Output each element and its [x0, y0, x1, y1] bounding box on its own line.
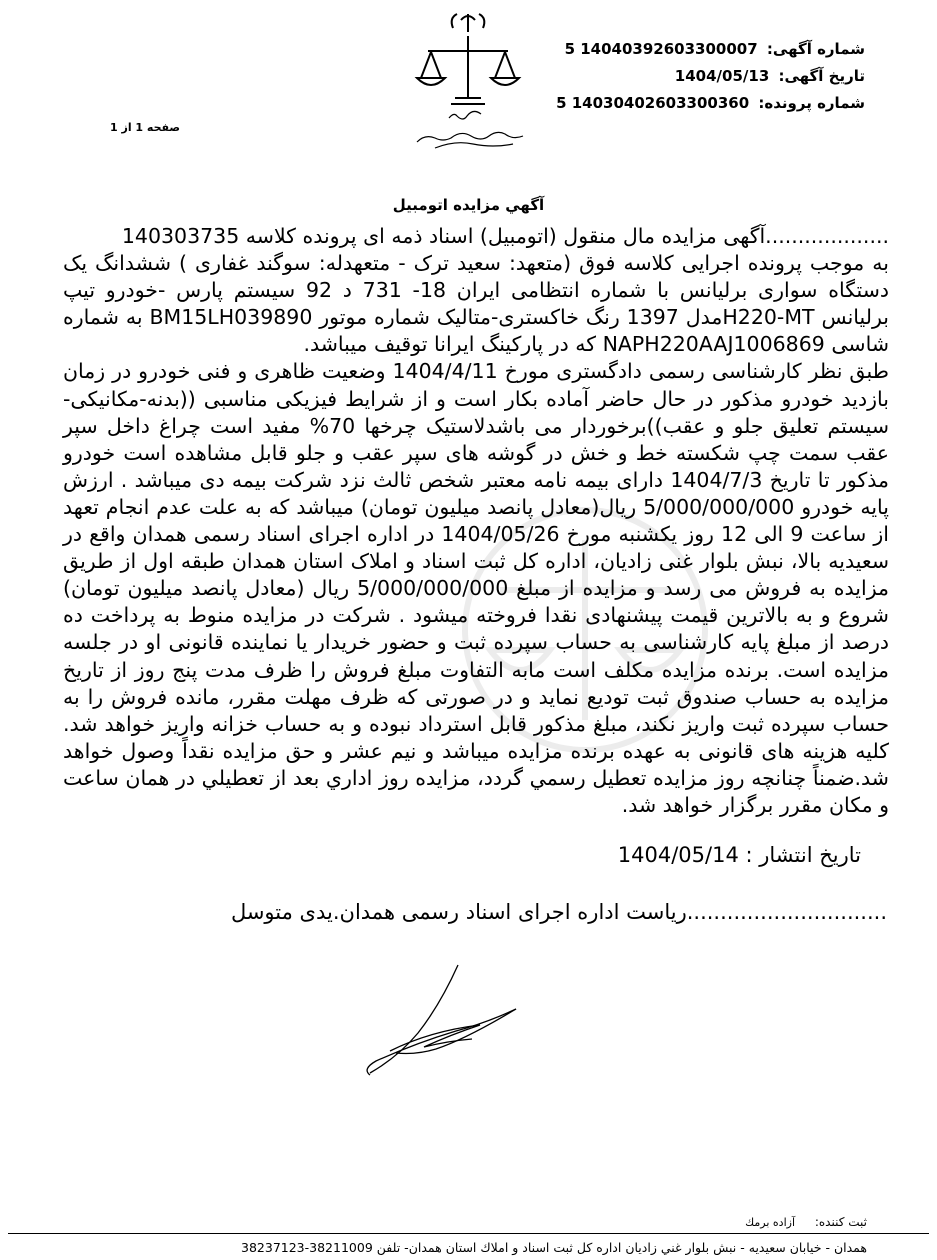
- notice-body: [63, 223, 889, 819]
- notice-date-row: [535, 63, 865, 90]
- body-paragraph-subject: به موجب پرونده اجرایی کلاسه فوق (متعهد: سعید ترک - متعهدله: سوگند غفاری ) ششدانگ یک دستگاه سواری برلیانس با شماره انتظامی ایران 18- 731 د 92 سیستم پارس -خودرو تیپ برلیانس H220-MTمدل 1397 رنگ خاکستری-متالیک شماره موتور BM15LH039890 به شماره شاسی NAPH220AAJ1006869 که در پارکینگ ایرانا توقیف میباشد.: [63, 251, 890, 357]
- footer-address: همدان - خيابان سعيديه - نبش بلوار غني زاديان اداره كل ثبت اسناد و املاك استان همدان- تلفن 38211009-38237123: [241, 1240, 867, 1255]
- registrar-name: آزاده برمك: [745, 1216, 796, 1229]
- notice-number-label: شماره آگهی:: [766, 40, 865, 58]
- header-meta: [535, 36, 865, 117]
- notice-number: 14040392603300007 5: [564, 40, 758, 58]
- file-number: 14030402603300360 5: [556, 94, 750, 112]
- publication-date-label: تاریخ انتشار :: [745, 843, 861, 867]
- publication-date-row: [618, 843, 861, 867]
- registrar-label: ثبت کننده:: [814, 1215, 867, 1229]
- notice-number-row: [535, 36, 865, 63]
- handwritten-signature: [330, 955, 560, 1085]
- file-number-row: [535, 90, 865, 117]
- registrar-row: [745, 1215, 867, 1229]
- footer-divider: [8, 1233, 929, 1234]
- publication-date: 1404/05/14: [617, 843, 739, 867]
- body-paragraph-heading: ...................آگهی مزایده مال منقول (اتومبیل) اسناد ذمه ای پرونده کلاسه 140303735: [121, 224, 889, 248]
- signer-title: ..............................ریاست اداره اجرای اسناد رسمی همدان.یدی متوسل: [230, 900, 887, 924]
- judiciary-emblem-logo: [393, 6, 543, 156]
- notice-date: 1404/05/13: [674, 67, 770, 85]
- document-title: آگهي مزايده اتومبيل: [392, 196, 545, 214]
- notice-date-label: تاریخ آگهی:: [778, 67, 865, 85]
- file-number-label: شماره پرونده:: [758, 94, 865, 112]
- page-indicator: صفحه 1 از 1: [110, 121, 181, 134]
- body-paragraph-terms: طبق نظر کارشناسی رسمی دادگستری مورخ 1404/4/11 وضعیت ظاهری و فنی خودرو در زمان بازدید خودرو مذکور در حال حاضر آماده بکار است و از شرایط فیزیکی مناسبی ((بدنه-مکانیکی-سیستم تعلیق جلو و عقب))برخوردار می باشدلاستیک چرخها 70% مفید است چراغ داخل سپر عقب سمت چپ شکسته خط و خش در گوشه های سپر عقب و جلو قابل مشاهده است خودرو مذکور تا تاریخ 1404/7/3 دارای بیمه نامه معتبر شخص ثالث نزد شرکت بیمه دی میباشد . ارزش پایه خودرو 5/000/000/000 ریال(معادل پانصد میلیون تومان) میباشد که به علت عدم انجام تعهد از ساعت 9 الی 12 روز یکشنبه مورخ 1404/05/26 در اداره اجرای اسناد رسمی همدان واقع در سعیدیه بالا، نبش بلوار غنی زادیان، اداره کل ثبت اسناد و املاک استان همدان طبقه اول از طریق مزایده به فروش می رسد و مزایده از مبلغ 5/000/000/000 ریال (معادل پانصد میلیون تومان) شروع و به بالاترین قیمت پیشنهادی نقدا فروخته میشود . شرکت در مزایده منوط به پرداخت ده درصد از مبلغ پایه کارشناسی به حساب سپرده ثبت و حضور خریدار یا نماینده قانونی او در جلسه مزایده است. برنده مزایده مکلف است مابه التفاوت مبلغ فروش را ظرف مدت پنج روز از تاریخ مزایده به حساب صندوق ثبت تودیع نماید و در صورتی که ظرف مهلت مقرر، مانده فروش را به حساب سپرده ثبت واریز نکند، مبلغ مذکور قابل استرداد نبوده و به حساب خزانه واریز خواهد شد. کلیه هزینه های قانونی به عهده برنده مزایده میباشد و نیم عشر و حق مزایده نقداً وصول خواهد شد.ضمناً چنانچه روز مزایده تعطیل رسمي گردد، مزايده روز اداري بعد از تعطيلي در همان ساعت و مكان مقرر برگزار خواهد شد.: [63, 359, 890, 817]
